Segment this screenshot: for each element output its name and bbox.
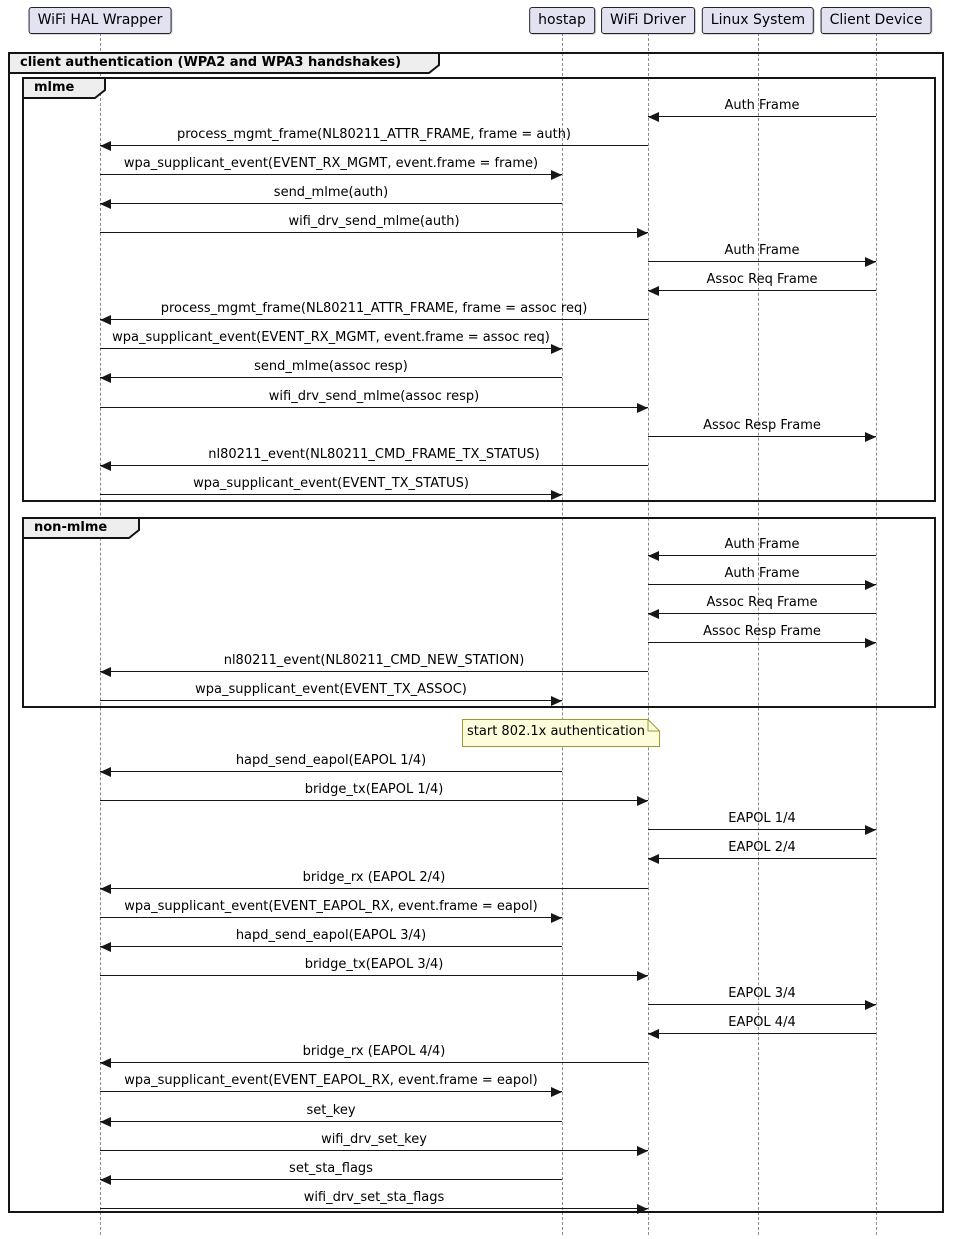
message-label: Auth Frame xyxy=(724,243,800,258)
message-label: Assoc Resp Frame xyxy=(703,418,821,433)
message-line xyxy=(100,700,562,701)
message-label: Assoc Req Frame xyxy=(706,595,818,610)
message-label: EAPOL 3/4 xyxy=(728,986,796,1001)
message-label: hapd_send_eapol(EAPOL 1/4) xyxy=(235,753,427,768)
message-line xyxy=(100,377,562,378)
message-label: wifi_drv_set_sta_flags xyxy=(303,1190,445,1205)
message-label: wpa_supplicant_event(EVENT_TX_ASSOC) xyxy=(195,682,467,697)
arrowhead-icon xyxy=(648,1029,659,1039)
message-line xyxy=(100,1091,562,1092)
message-label: wpa_supplicant_event(EVENT_EAPOL_RX, event.frame = eapol) xyxy=(124,899,538,914)
arrowhead-icon xyxy=(100,1175,111,1185)
message-label: Auth Frame xyxy=(724,537,800,552)
message-line xyxy=(100,946,562,947)
message-line xyxy=(648,584,876,585)
message-label: EAPOL 1/4 xyxy=(728,811,796,826)
note-text: start 802.1x authentication xyxy=(467,724,645,739)
arrowhead-icon xyxy=(648,609,659,619)
message-line xyxy=(648,290,876,291)
message-label: EAPOL 2/4 xyxy=(728,840,796,855)
arrowhead-icon xyxy=(648,112,659,122)
arrowhead-icon xyxy=(100,884,111,894)
participant-driver: WiFi Driver xyxy=(601,7,695,34)
message-label: Auth Frame xyxy=(724,98,800,113)
message-line xyxy=(648,436,876,437)
message-line xyxy=(100,407,648,408)
arrowhead-icon xyxy=(865,580,876,590)
message-line xyxy=(100,888,648,889)
participant-hostap: hostap xyxy=(529,7,595,34)
arrowhead-icon xyxy=(865,825,876,835)
message-line xyxy=(648,1004,876,1005)
message-label: bridge_tx(EAPOL 3/4) xyxy=(304,957,444,972)
message-label: Auth Frame xyxy=(724,566,800,581)
frame-tab-mlme xyxy=(22,77,106,99)
arrowhead-icon xyxy=(100,461,111,471)
message-label: wpa_supplicant_event(EVENT_TX_STATUS) xyxy=(193,476,469,491)
message-line xyxy=(100,348,562,349)
arrowhead-icon xyxy=(637,971,648,981)
message-label: bridge_rx (EAPOL 2/4) xyxy=(302,870,446,885)
message-label: wpa_supplicant_event(EVENT_EAPOL_RX, event.frame = eapol) xyxy=(124,1073,538,1088)
arrowhead-icon xyxy=(551,490,562,500)
message-label: wpa_supplicant_event(EVENT_RX_MGMT, event.frame = assoc req) xyxy=(112,330,550,345)
arrowhead-icon xyxy=(865,257,876,267)
message-label: process_mgmt_frame(NL80211_ATTR_FRAME, frame = assoc req) xyxy=(160,301,588,316)
arrowhead-icon xyxy=(865,1000,876,1010)
arrowhead-icon xyxy=(637,796,648,806)
frame-label: mlme xyxy=(34,80,75,95)
arrowhead-icon xyxy=(100,141,111,151)
message-line xyxy=(648,1033,876,1034)
arrowhead-icon xyxy=(100,942,111,952)
arrowhead-icon xyxy=(100,315,111,325)
message-line xyxy=(100,203,562,204)
arrowhead-icon xyxy=(637,1204,648,1214)
participant-linux: Linux System xyxy=(702,7,814,34)
frame-label: non-mlme xyxy=(34,520,108,535)
frame-tab-client-auth xyxy=(8,52,440,74)
arrowhead-icon xyxy=(551,1087,562,1097)
message-line xyxy=(100,494,562,495)
participant-client: Client Device xyxy=(821,7,932,34)
message-label: wifi_drv_send_mlme(assoc resp) xyxy=(268,389,480,404)
message-line xyxy=(100,671,648,672)
message-label: set_sta_flags xyxy=(289,1161,373,1176)
message-line xyxy=(648,858,876,859)
message-label: nl80211_event(NL80211_CMD_FRAME_TX_STATUS) xyxy=(208,447,540,462)
arrowhead-icon xyxy=(865,432,876,442)
message-label: Assoc Req Frame xyxy=(706,272,818,287)
message-line xyxy=(648,613,876,614)
message-label: send_mlme(auth) xyxy=(273,185,389,200)
message-label: wpa_supplicant_event(EVENT_RX_MGMT, event.frame = frame) xyxy=(123,156,539,171)
message-line xyxy=(100,465,648,466)
message-label: bridge_rx (EAPOL 4/4) xyxy=(302,1044,446,1059)
message-line xyxy=(100,1121,562,1122)
arrowhead-icon xyxy=(100,767,111,777)
message-label: nl80211_event(NL80211_CMD_NEW_STATION) xyxy=(223,653,525,668)
arrowhead-icon xyxy=(865,638,876,648)
message-line xyxy=(100,1179,562,1180)
message-line xyxy=(648,642,876,643)
message-label: set_key xyxy=(306,1103,356,1118)
message-label: bridge_tx(EAPOL 1/4) xyxy=(304,782,444,797)
message-line xyxy=(100,1150,648,1151)
message-line xyxy=(100,145,648,146)
arrowhead-icon xyxy=(637,1146,648,1156)
message-line xyxy=(648,829,876,830)
arrowhead-icon xyxy=(100,1058,111,1068)
arrowhead-icon xyxy=(100,199,111,209)
arrowhead-icon xyxy=(637,403,648,413)
message-label: wifi_drv_send_mlme(auth) xyxy=(288,214,460,229)
message-line xyxy=(648,116,876,117)
arrowhead-icon xyxy=(551,170,562,180)
note-start-8021x xyxy=(462,719,660,747)
arrowhead-icon xyxy=(100,373,111,383)
arrowhead-icon xyxy=(551,344,562,354)
participant-hal: WiFi HAL Wrapper xyxy=(29,7,172,34)
frame-label: client authentication (WPA2 and WPA3 handshakes) xyxy=(20,55,402,70)
arrowhead-icon xyxy=(648,286,659,296)
arrowhead-icon xyxy=(648,551,659,561)
arrowhead-icon xyxy=(637,228,648,238)
arrowhead-icon xyxy=(100,1117,111,1127)
message-line xyxy=(100,1208,648,1209)
message-line xyxy=(100,174,562,175)
frame-tab-non-mlme xyxy=(22,517,140,539)
message-line xyxy=(100,800,648,801)
arrowhead-icon xyxy=(551,696,562,706)
message-line xyxy=(100,975,648,976)
message-line xyxy=(648,555,876,556)
message-label: hapd_send_eapol(EAPOL 3/4) xyxy=(235,928,427,943)
message-label: send_mlme(assoc resp) xyxy=(254,359,408,374)
message-line xyxy=(100,319,648,320)
arrowhead-icon xyxy=(100,667,111,677)
message-label: EAPOL 4/4 xyxy=(728,1015,796,1030)
message-label: process_mgmt_frame(NL80211_ATTR_FRAME, frame = auth) xyxy=(176,127,572,142)
message-line xyxy=(648,261,876,262)
arrowhead-icon xyxy=(551,913,562,923)
message-line xyxy=(100,1062,648,1063)
message-line xyxy=(100,917,562,918)
arrowhead-icon xyxy=(648,854,659,864)
message-label: Assoc Resp Frame xyxy=(703,624,821,639)
message-label: wifi_drv_set_key xyxy=(321,1132,427,1147)
message-line xyxy=(100,232,648,233)
message-line xyxy=(100,771,562,772)
